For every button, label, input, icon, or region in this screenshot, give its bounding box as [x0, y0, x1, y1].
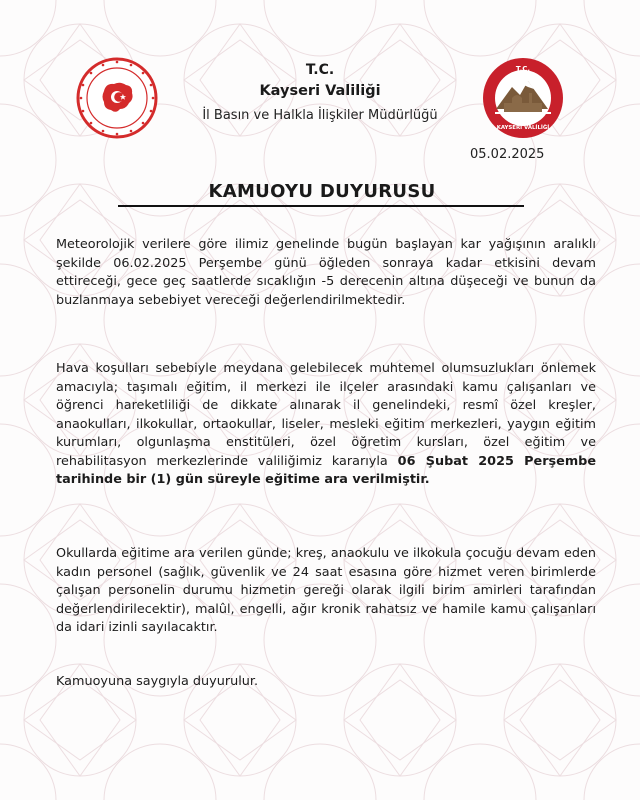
header-block — [150, 61, 490, 125]
paragraph-2-bold: 06 Şubat 2025 Perşembe tarihinde bir (1) gün süreyle eğitime ara verilmiştir. — [56, 453, 597, 487]
page-title: KAMUOYU DUYURUSU — [208, 181, 436, 202]
right-logo-top-text: T.C. — [515, 65, 531, 73]
right-logo-bottom-text: KAYSERİ VALİLİĞİ — [496, 125, 550, 131]
announcement-date: 05.02.2025 — [470, 147, 545, 162]
paragraph-3: Okullarda eğitime ara verilen günde; kreş, anaokulu ve ilkokula çocuğu devam eden kadın personel (sağlık, güvenlik ve 24 saat esasına göre hizmet veren birimlerde çalışan personelin durumu hizmetin gereği olarak ilgili birim amirleri tarafından değerlendirilecektir), malûl, engelli, ağır kronik rahatsız ve hamile kamu çalışanları da idari izinli sayılacaktır. — [56, 546, 596, 635]
ministry-emblem-logo — [76, 57, 158, 139]
closing-line: Kamuoyuna saygıyla duyurulur. — [56, 674, 259, 689]
paragraph-1: Meteorolojik verilere göre ilimiz genelinde bugün başlayan kar yağışının aralıklı şekilde 06.02.2025 Perşembe günü öğleden sonraya kadar etkisini devam ettireceği, gece geç saatlerde sıcaklığın -5 derecenin altına düşeceği ve bunun da buzlanmaya sebebiyet vereceği değerlendirilmektedir. — [56, 237, 596, 308]
paragraph-2 — [56, 360, 596, 490]
header-governorship: Kayseri Valiliği — [259, 83, 381, 99]
paragraph-2-text: Hava koşulları sebebiyle meydana gelebilecek muhtemel olumsuzlukları önlemek amacıyla; taşımalı eğitim, il merkezi ile ilçeler arasındaki kamu çalışanları ve öğrenci hareketliliği de dikkate alınarak il genelindeki, resmî özel kreşler, anaokulları, ilkokullar, ortaokullar, liseler, mesleki eğitim merkezleri, yaygın eğitim kurumları, olgunlaşma enstitüleri, özel öğretim kursları, özel eğitim ve rehabilitasyon merkezlerinde valiliğimiz kararıyla — [56, 361, 596, 469]
title-underline — [118, 205, 524, 207]
header-department: İl Basın ve Halkla İlişkiler Müdürlüğü — [202, 108, 438, 123]
kayseri-valiligi-logo — [482, 57, 564, 139]
header-tc: T.C. — [305, 62, 335, 78]
